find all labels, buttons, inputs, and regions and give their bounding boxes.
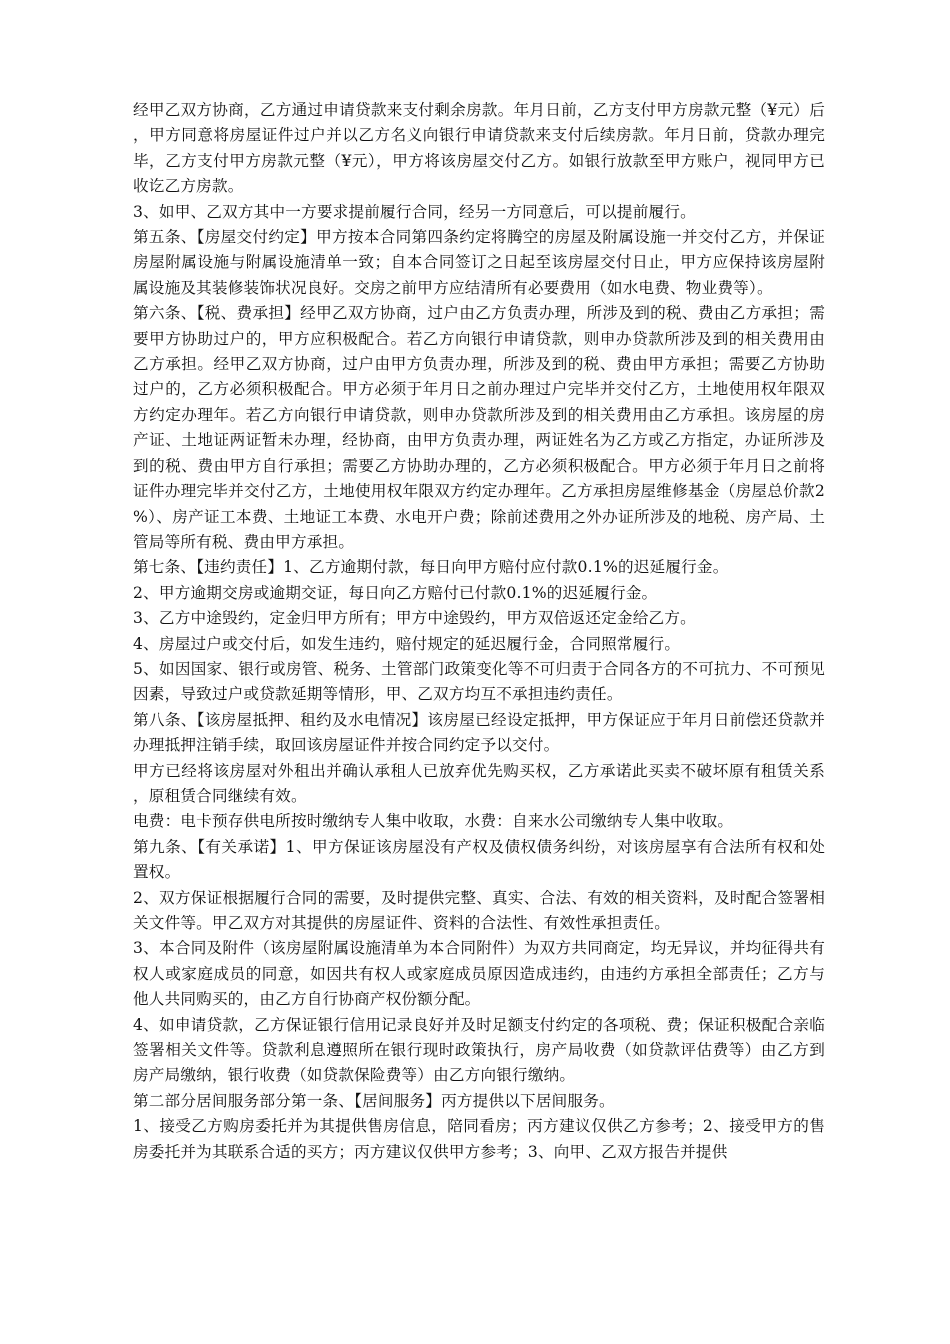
paragraph-breach-item-2: 2、甲方逾期交房或逾期交证，每日向乙方赔付已付款0.1%的迟延履行金。	[133, 583, 658, 602]
paragraph-article-8-mortgage: 第八条、【该房屋抵押、租约及水电情况】该房屋已经设定抵押，甲方保证应于年月日前偿还贷款并办理抵押注销手续，取回该房屋证件并按合同约定予以交付。	[133, 710, 825, 755]
paragraph-article-6-taxes-fees: 第六条、【税、费承担】经甲乙双方协商，过户由乙方负责办理，所涉及到的税、费由乙方承担；需要甲方协助过户的，甲方应积极配合。若乙方向银行申请贷款，则申办贷款所涉及到的相关费用由乙方承担。经甲乙双方协商，过户由甲方负责办理，所涉及到的税、费由甲方承担；需要乙方协助过户的，乙方必须积极配合。甲方必须于年月日之前办理过户完毕并交付乙方，土地使用权年限双方约定办理年。若乙方向银行申请贷款，则申办贷款所涉及到的相关费用由乙方承担。该房屋的房产证、土地证两证暂未办理，经协商，由甲方负责办理，两证姓名为乙方或乙方指定，办证所涉及到的税、费由甲方自行承担；需要乙方协助办理的，乙方必须积极配合。甲方必须于年月日之前将证件办理完毕并交付乙方，土地使用权年限双方约定办理年。乙方承担房屋维修基金（房屋总价款2%）、房产证工本费、土地证工本费、水电开户费；除前述费用之外办证所涉及的地税、房产局、土管局等所有税、费由甲方承担。	[133, 304, 825, 551]
paragraph-payment-terms: 经甲乙双方协商，乙方通过申请贷款来支付剩余房款。年月日前，乙方支付甲方房款元整（¥元）后，甲方同意将房屋证件过户并以乙方名义向银行申请贷款来支付后续房款。年月日前，贷款办理完毕，乙方支付甲方房款元整（¥元），甲方将该房屋交付乙方。如银行放款至甲方账户，视同甲方已收讫乙方房款。	[133, 101, 825, 196]
paragraph-breach-item-4: 4、房屋过户或交付后，如发生违约，赔付规定的延迟履行金，合同照常履行。	[133, 634, 681, 653]
paragraph-commitment-item-3: 3、本合同及附件（该房屋附属设施清单为本合同附件）为双方共同商定，均无异议，并均征得共有权人或家庭成员的同意，如因共有权人或家庭成员原因造成违约，由违约方承担全部责任；乙方与他人共同购买的，由乙方自行协商产权份额分配。	[133, 939, 825, 1009]
paragraph-utilities: 电费：电卡预存供电所按时缴纳专人集中收取，水费：自来水公司缴纳专人集中收取。	[133, 812, 734, 831]
paragraph-article-5-delivery: 第五条、【房屋交付约定】甲方按本合同第四条约定将腾空的房屋及附属设施一并交付乙方，并保证房屋附属设施与附属设施清单一致；自本合同签订之日起至该房屋交付日止，甲方应保持该房屋附属设施及其装修装饰状况良好。交房之前甲方应结清所有必要费用（如水电费、物业费等）。	[133, 228, 825, 297]
paragraph-commitment-item-4: 4、如申请贷款，乙方保证银行信用记录良好并及时足额支付约定的各项税、费；保证积极配合亲临签署相关文件等。贷款利息遵照所在银行现时政策执行，房产局收费（如贷款评估费等）由乙方到房产局缴纳，银行收费（如贷款保险费等）由乙方向银行缴纳。	[133, 1015, 825, 1085]
paragraph-article-9-commitments: 第九条、【有关承诺】1、甲方保证该房屋没有产权及债权债务纠纷，对该房屋享有合法所有权和处置权。	[133, 837, 825, 882]
paragraph-breach-item-5: 5、如因国家、银行或房管、税务、土管部门政策变化等不可归责于合同各方的不可抗力、不可预见因素，导致过户或贷款延期等情形，甲、乙双方均互不承担违约责任。	[133, 659, 825, 704]
paragraph-early-performance: 3、如甲、乙双方其中一方要求提前履行合同，经另一方同意后，可以提前履行。	[133, 202, 696, 221]
document-page	[133, 98, 825, 1165]
paragraph-part-2-brokerage: 第二部分居间服务部分第一条、【居间服务】丙方提供以下居间服务。	[133, 1091, 615, 1110]
paragraph-brokerage-services: 1、接受乙方购房委托并为其提供售房信息，陪同看房；丙方建议仅供乙方参考；2、接受甲方的售房委托并为其联系合适的买方；丙方建议仅供甲方参考；3、向甲、乙双方报告并提供	[133, 1117, 825, 1161]
paragraph-breach-item-3: 3、乙方中途毁约，定金归甲方所有；甲方中途毁约，甲方双倍返还定金给乙方。	[133, 609, 696, 628]
paragraph-article-7-breach: 第七条、【违约责任】1、乙方逾期付款，每日向甲方赔付应付款0.1%的迟延履行金。	[133, 558, 729, 577]
paragraph-commitment-item-2: 2、双方保证根据履行合同的需要，及时提供完整、真实、合法、有效的相关资料，及时配合签署相关文件等。甲乙双方对其提供的房屋证件、资料的合法性、有效性承担责任。	[133, 888, 825, 932]
paragraph-lease: 甲方已经将该房屋对外租出并确认承租人已放弃优先购买权，乙方承诺此买卖不破坏原有租赁关系，原租赁合同继续有效。	[133, 761, 825, 805]
